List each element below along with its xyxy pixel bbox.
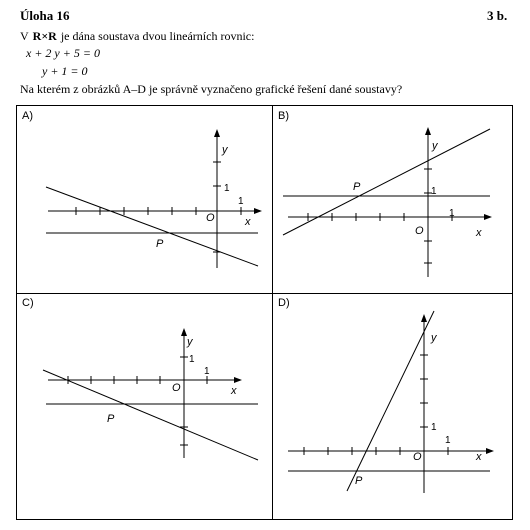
equation-2: y + 1 = 0: [42, 64, 88, 78]
panel-b-x-arrow: [484, 214, 492, 220]
panel-b-one-x: 1: [449, 208, 455, 219]
panel-a-x-arrow: [254, 208, 262, 214]
panel-d-x-arrow: [486, 448, 494, 454]
grid-frame: [17, 106, 513, 520]
panel-c-y-arrow: [181, 328, 187, 336]
panel-a-line-1: [46, 187, 258, 266]
task-question: Na kterém z obrázků A–D je správně vyznačeno grafické řešení dané soustavy?: [20, 82, 403, 96]
intro-rest: je dána soustava dvou lineárních rovnic:: [60, 29, 255, 43]
intro-v: V: [20, 29, 29, 43]
panel-c-line-1: [43, 370, 258, 460]
panel-a: [22, 110, 262, 268]
panel-a-label: A): [22, 110, 33, 122]
panel-b-x-label: x: [476, 227, 482, 239]
panel-d: [278, 297, 494, 493]
panel-b-origin: O: [415, 225, 424, 237]
panel-d-line-1: [347, 311, 434, 491]
panel-c-one-x: 1: [204, 366, 210, 377]
panel-b-label: B): [278, 110, 289, 122]
panel-b-point-p: P: [353, 181, 361, 193]
equation-1: x + 2 y + 5 = 0: [26, 46, 100, 60]
panel-b: [278, 110, 492, 277]
panel-a-x-label: x: [245, 216, 251, 228]
panel-c: [22, 297, 258, 460]
panel-b-y-arrow: [425, 127, 431, 135]
panel-b-y-label: y: [432, 140, 438, 152]
panel-b-line-1: [283, 129, 490, 235]
panel-c-x-label: x: [231, 385, 237, 397]
panel-d-point-p: P: [355, 475, 363, 487]
panel-d-origin: O: [413, 451, 422, 463]
panel-d-one-y: 1: [431, 422, 437, 433]
panel-d-y-label: y: [431, 332, 437, 344]
panel-b-one-y: 1: [431, 186, 437, 197]
panel-a-one-x: 1: [238, 196, 244, 207]
panel-a-point-p: P: [156, 238, 164, 250]
panel-d-y-arrow: [421, 314, 427, 322]
panel-c-label: C): [22, 297, 34, 309]
panel-c-point-p: P: [107, 413, 115, 425]
panel-d-label: D): [278, 297, 290, 309]
panel-a-y-arrow: [214, 129, 220, 137]
panel-c-x-arrow: [234, 377, 242, 383]
panel-c-origin: O: [172, 382, 181, 394]
panel-a-one-y: 1: [224, 183, 230, 194]
panel-c-y-label: y: [187, 336, 193, 348]
intro-set: R×R: [32, 29, 57, 43]
panel-c-one-y: 1: [189, 354, 195, 365]
panel-d-x-label: x: [476, 451, 482, 463]
panel-a-y-label: y: [222, 144, 228, 156]
panel-a-origin: O: [206, 212, 215, 224]
task-points: 3 b.: [487, 8, 508, 23]
panel-d-one-x: 1: [445, 435, 451, 446]
task-title: Úloha 16: [20, 8, 70, 23]
